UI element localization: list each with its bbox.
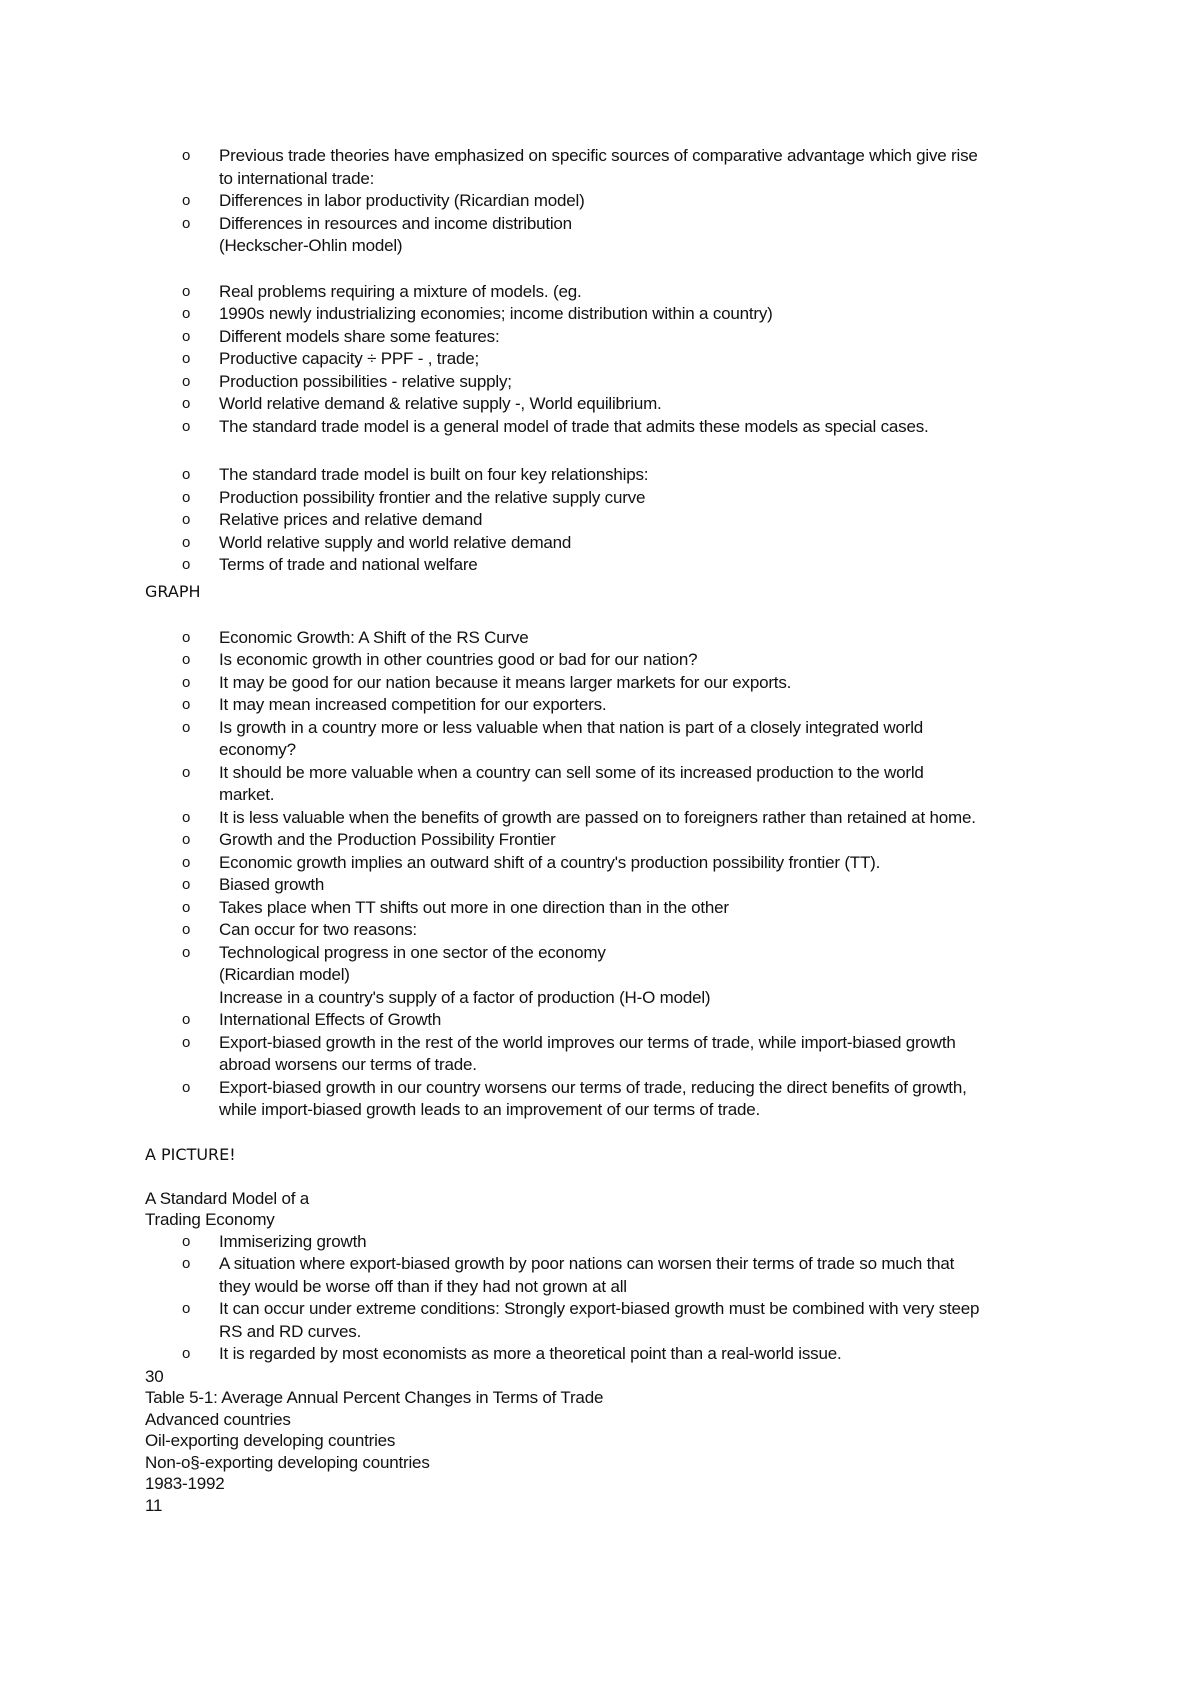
plain-text-table-5-1 [145, 1366, 1065, 1517]
list-item-text: Takes place when TT shifts out more in one direction than in the other [219, 897, 729, 917]
list-item-text: Real problems requiring a mixture of models. (eg. [219, 281, 582, 301]
list-item [145, 281, 1065, 304]
bullet-marker: o [182, 718, 191, 736]
list-item [145, 717, 1065, 762]
list-item [145, 1253, 1065, 1298]
list-item-text: Is growth in a country more or less valuable when that nation is part of a closely integrated world [219, 717, 924, 737]
list-item [145, 874, 1065, 897]
list-item-text: Increase in a country's supply of a factor of production (H-O model) [219, 987, 711, 1007]
list-item-text: Terms of trade and national welfare [219, 555, 478, 574]
list-item [145, 672, 1065, 695]
list-item [145, 627, 1065, 650]
list-item-text: abroad worsens our terms of trade. [219, 1055, 477, 1074]
text-line: Trading Economy [145, 1210, 275, 1229]
bullet-marker: o [182, 305, 191, 322]
bullet-marker: o [182, 350, 191, 367]
list-item [145, 762, 1065, 807]
bullet-marker: o [182, 282, 191, 300]
list-item-text: Technological progress in one sector of the economy [219, 942, 606, 962]
bullet-marker: o [182, 417, 191, 435]
list-item-text: Differences in labor productivity (Ricardian model) [219, 191, 585, 210]
text-line: A Standard Model of a [145, 1188, 310, 1208]
list-item-text: International Effects of Growth [219, 1010, 442, 1029]
list-item-text: RS and RD curves. [219, 1321, 362, 1341]
bullet-marker: o [182, 876, 191, 893]
list-item [145, 1077, 1065, 1122]
list-item [145, 393, 1065, 416]
list-item-text: Differences in resources and income distribution [219, 213, 572, 233]
bullet-marker: o [182, 533, 191, 551]
list-item-text: World relative supply and world relative demand [219, 532, 572, 552]
bullet-marker: o [182, 943, 191, 961]
list-item-text: It is regarded by most economists as more a theoretical point than a real-world issue. [219, 1344, 842, 1363]
bullet-marker: o [182, 1232, 191, 1250]
list-item-text: Previous trade theories have emphasized on specific sources of comparative advantage which give rise [219, 146, 978, 165]
bullet-marker: o [182, 1300, 191, 1317]
list-item-text: A situation where export-biased growth by poor nations can worsen their terms of trade so much that [219, 1254, 955, 1273]
list-item-text: (Ricardian model) [219, 965, 350, 984]
list-item [145, 348, 1065, 371]
list-item-text: It can occur under extreme conditions: Strongly export-biased growth must be combined with very steep [219, 1299, 980, 1318]
list-item-text: Relative prices and relative demand [219, 510, 483, 529]
list-item-text: Growth and the Production Possibility Frontier [219, 830, 556, 849]
list-item-text: economy? [219, 740, 296, 759]
list-item [145, 1298, 1065, 1343]
bullet-marker: o [182, 488, 191, 506]
list-item-text: It may be good for our nation because it means larger markets for our exports. [219, 672, 792, 692]
bullet-marker: o [182, 511, 191, 528]
list-item-text: Economic Growth: A Shift of the RS Curve [219, 627, 529, 647]
list-item-text: World relative demand & relative supply -, World equilibrium. [219, 394, 662, 413]
list-item-text: Economic growth implies an outward shift of a country's production possibility frontier (TT). [219, 852, 881, 872]
list-item [145, 416, 1065, 439]
bullet-marker: o [182, 1033, 191, 1051]
list-item [145, 509, 1065, 532]
text-line: Table 5-1: Average Annual Percent Changes in Terms of Trade [145, 1388, 604, 1407]
list-item [145, 897, 1065, 920]
list-item-text: It may mean increased competition for our exporters. [219, 695, 607, 714]
bullet-marker: o [182, 214, 191, 232]
list-item-text: Productive capacity ÷ PPF - , trade; [219, 349, 480, 368]
list-item [145, 190, 1065, 213]
bullet-marker: o [182, 808, 191, 826]
bullet-marker: o [182, 466, 191, 483]
list-item-text: The standard trade model is a general model of trade that admits these models as special cases. [219, 416, 929, 436]
list-item-text: Export-biased growth in our country worsens our terms of trade, reducing the direct benefits of growth, [219, 1077, 967, 1097]
bullet-marker: o [182, 1011, 191, 1028]
bullet-marker: o [182, 372, 191, 390]
list-item [145, 852, 1065, 875]
list-item [145, 554, 1065, 577]
bullet-marker: o [182, 192, 191, 209]
list-item [145, 145, 1065, 190]
list-item [145, 1009, 1065, 1032]
list-item-text: Production possibilities - relative supply; [219, 371, 512, 391]
list-item [145, 303, 1065, 326]
document-body [145, 145, 1065, 1516]
list-item [145, 1343, 1065, 1366]
list-item [145, 532, 1065, 555]
bullet-marker: o [182, 673, 191, 691]
bullet-marker: o [182, 395, 191, 412]
bullet-list-trade-theories [145, 145, 1065, 258]
text-line: Non-o§-exporting developing countries [145, 1452, 430, 1472]
heading-a-picture: A PICTURE! [145, 1144, 236, 1164]
bullet-marker: o [182, 147, 191, 164]
bullet-marker: o [182, 853, 191, 871]
list-item-text: while import-biased growth leads to an improvement of our terms of trade. [219, 1100, 760, 1119]
list-item-text: Different models share some features: [219, 326, 500, 346]
bullet-list-standard-model [145, 281, 1065, 439]
list-item [145, 464, 1065, 487]
list-item [145, 694, 1065, 717]
bullet-marker: o [182, 651, 191, 668]
text-line: Oil-exporting developing countries [145, 1431, 396, 1450]
bullet-marker: o [182, 831, 191, 848]
list-item-text: they would be worse off than if they had not grown at all [219, 1276, 627, 1296]
text-line: Advanced countries [145, 1409, 291, 1429]
list-item-text: Biased growth [219, 875, 325, 894]
list-item [145, 487, 1065, 510]
list-item-text: Immiserizing growth [219, 1231, 367, 1251]
list-item [145, 807, 1065, 830]
list-item [145, 326, 1065, 349]
list-item-text: The standard trade model is built on four key relationships: [219, 465, 649, 484]
bullet-list-economic-growth [145, 627, 1065, 1122]
list-item-text: It should be more valuable when a country can sell some of its increased production to the world [219, 762, 924, 782]
bullet-list-immiserizing-growth [145, 1231, 1065, 1366]
bullet-list-key-relationships [145, 464, 1065, 577]
text-line: 1983-1992 [145, 1474, 225, 1493]
text-line: 30 [145, 1366, 164, 1386]
list-item [145, 649, 1065, 672]
list-item-text: Is economic growth in other countries good or bad for our nation? [219, 650, 698, 669]
heading-graph: GRAPH [145, 581, 201, 601]
list-item-text: (Heckscher-Ohlin model) [219, 236, 403, 255]
list-item [145, 919, 1065, 942]
list-item [145, 942, 1065, 1010]
bullet-marker: o [182, 921, 191, 938]
list-item-text: to international trade: [219, 168, 375, 188]
bullet-marker: o [182, 696, 191, 713]
bullet-marker: o [182, 1078, 191, 1096]
bullet-marker: o [182, 327, 191, 345]
bullet-marker: o [182, 556, 191, 573]
list-item [145, 371, 1065, 394]
list-item [145, 829, 1065, 852]
list-item-text: It is less valuable when the benefits of growth are passed on to foreigners rather than retained at home. [219, 807, 976, 827]
list-item-text: Can occur for two reasons: [219, 920, 417, 939]
list-item-text: market. [219, 785, 275, 804]
list-item-text: 1990s newly industrializing economies; income distribution within a country) [219, 304, 773, 323]
plain-text-standard-model [145, 1188, 1065, 1231]
list-item [145, 1032, 1065, 1077]
text-line: 11 [145, 1495, 163, 1515]
bullet-marker: o [182, 1255, 191, 1272]
bullet-marker: o [182, 628, 191, 646]
list-item [145, 1231, 1065, 1254]
bullet-marker: o [182, 763, 191, 781]
list-item-text: Production possibility frontier and the relative supply curve [219, 487, 646, 507]
list-item-text: Export-biased growth in the rest of the world improves our terms of trade, while import-biased growth [219, 1032, 956, 1052]
list-item [145, 213, 1065, 258]
bullet-marker: o [182, 898, 191, 916]
bullet-marker: o [182, 1345, 191, 1362]
